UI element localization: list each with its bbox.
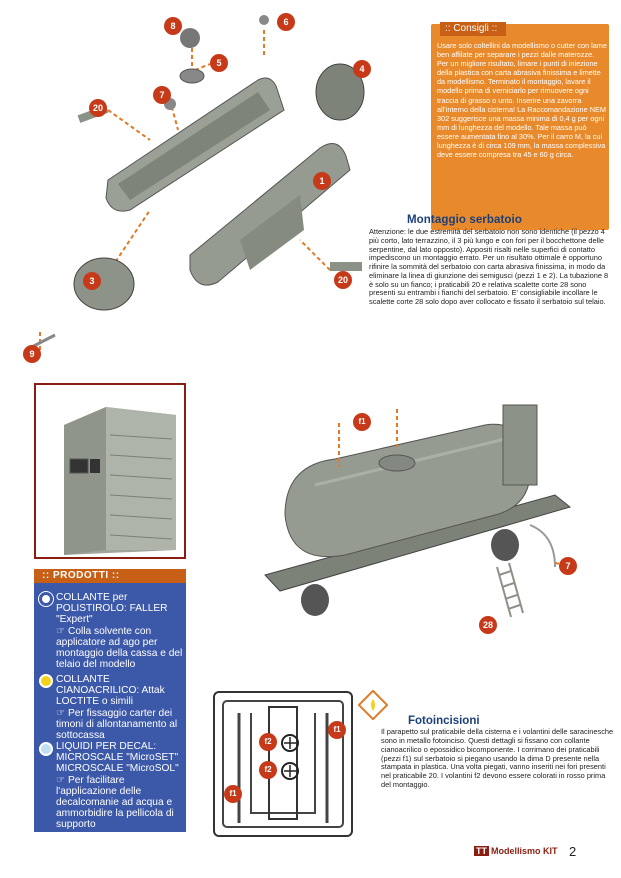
part-callout: 6 bbox=[277, 13, 295, 31]
brake-cabin-illustration bbox=[36, 385, 184, 557]
product-title: COLLANTE CIANOACRILICO: Attak LOCTITE o simili bbox=[56, 674, 165, 708]
polystyrene-glue-icon bbox=[39, 592, 53, 606]
decal-liquid-icon bbox=[39, 742, 53, 756]
magazine-logo bbox=[474, 846, 558, 856]
product-item bbox=[56, 674, 188, 741]
product-title: LIQUIDI PER DECAL: MICROSCALE "MicroSET" MICROSCALE "MicroSOL" bbox=[56, 741, 179, 775]
part-callout: 3 bbox=[83, 272, 101, 290]
part-callout: 7 bbox=[153, 86, 171, 104]
part-callout: 4 bbox=[353, 60, 371, 78]
etch-label: f2 bbox=[259, 733, 277, 751]
etch-label: f2 bbox=[259, 761, 277, 779]
products-panel bbox=[34, 583, 186, 832]
etch-label: f1 bbox=[224, 785, 242, 803]
tank-assembly-title: Montaggio serbatoio bbox=[407, 214, 522, 226]
tank-assembly-text: Attenzione: le due estremità del serbatoio non sono identiche (il pezzo 4 più corto, lato terrazzino, il 3 più lungo e con fori per il bocchettone delle serpentine, dal lato opposto). Appositi risalti nelle superfici di contatto impediscono un montaggio errato. Per un risultato ottimale è opportuno rifinire la sommità del serbatoio con carta abrasiva finissima, in modo da eliminare la linea di giunzione dei semigusci (pezzi 1 e 2). La tubazione 8 è solo su un fianco; i praticabili 20 e relativa scalette corte 28 sono presenti su entrambi i fianchi del serbatoio. E' consigliabile incollare le scalette corte 28 solo dopo aver collocato e fissato il serbatoio sul telaio. bbox=[369, 227, 609, 306]
part-callout: 8 bbox=[164, 17, 182, 35]
assembly-callout: 28 bbox=[479, 616, 497, 634]
tank-car-assembly-illustration bbox=[255, 395, 595, 640]
cyanoacrylate-glue-icon bbox=[358, 690, 388, 720]
brake-cabin-inset bbox=[34, 383, 186, 559]
product-desc: ☞ Per facilitare l'applicazione delle decalcomanie ad acqua e ammorbidire la pellicola di supporto bbox=[56, 774, 174, 831]
logo-mark: TT bbox=[476, 846, 487, 856]
part-callout: 9 bbox=[23, 345, 41, 363]
product-title: COLLANTE per POLISTIROLO: FALLER "Expert" bbox=[56, 592, 168, 626]
part-callout: 20 bbox=[89, 99, 107, 117]
product-item bbox=[56, 741, 188, 831]
product-desc: ☞ Colla solvente con applicatore ad ago per montaggio della cassa e del telaio del modello bbox=[56, 625, 183, 671]
part-callout: 5 bbox=[210, 54, 228, 72]
product-item bbox=[56, 592, 188, 670]
part-callout: 20 bbox=[334, 271, 352, 289]
photo-etch-illustration bbox=[215, 693, 351, 835]
page-number: 2 bbox=[569, 844, 577, 859]
part-callout: 1 bbox=[313, 172, 331, 190]
assembly-callout: f1 bbox=[353, 413, 371, 431]
cyanoacrylate-glue-icon bbox=[39, 674, 53, 688]
photo-etch-title: Fotoincisioni bbox=[408, 715, 480, 727]
tips-text: Usare solo coltellini da modellismo o cutter con lame ben affilate per separare i pezzi dalle materozze. Per un migliore risultato, limare i punti di iniezione della plastica con carta abrasiva finissima e limette da modellismo. Terminato il montaggio, lavare il modello prima di verniciarlo per rimuovere ogni traccia di grasso o unto. Inserire una zavorra all'interno della cisterna! La Raccomandazione NEM 302 suggerisce una massa minima di 0,4 g per ogni mm di lunghezza del modello. Tale massa può essere aumentata fino al 30%. Per il carro M, la cui lunghezza è di circa 109 mm, la massa complessiva deve essere compresa tra 45 e 60 g circa. bbox=[437, 41, 607, 160]
etch-label: f1 bbox=[328, 721, 346, 739]
logo-text: Modellismo KIT bbox=[491, 846, 558, 856]
photo-etch-text: Il parapetto sul praticabile della cisterna e i volantini delle saracinesche sono in metallo fotoinciso. Questi dettagli si fissano con collante cianoacrilico o epossidico bicomponente. I corrimano dei praticabili (pezzi f1) sul serbatoio si piegano usando la dima D presente nella stampata in plastica. Una volta piegati, vanno inseriti nei fori presenti nel praticabile 20. I volantini f2 devono essere colorati in rosso prima del montaggio. bbox=[381, 727, 614, 790]
photo-etch-sheet bbox=[213, 691, 353, 837]
product-desc: ☞ Per fissaggio carter dei timoni di allontanamento al sottocassa bbox=[56, 707, 178, 742]
assembly-callout: 7 bbox=[559, 557, 577, 575]
tips-header: :: Consigli :: bbox=[440, 22, 506, 36]
products-header: :: PRODOTTI :: bbox=[34, 569, 186, 583]
